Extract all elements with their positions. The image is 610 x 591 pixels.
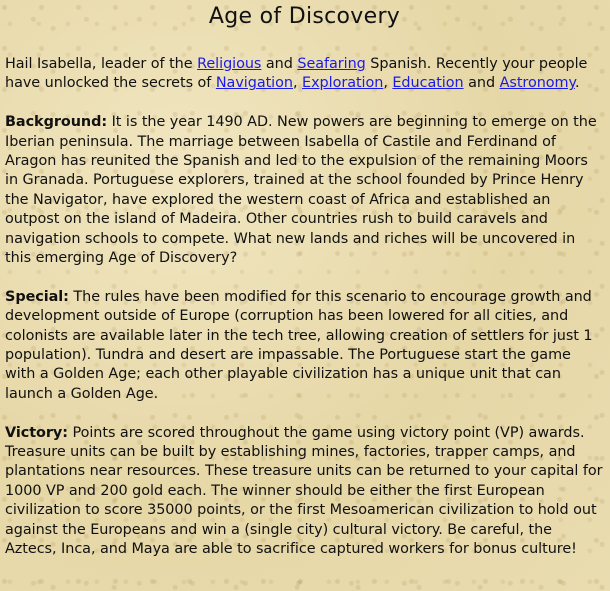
intro-text: and bbox=[261, 56, 298, 72]
intro-text: Spanish. Recently your people have unlocked the secrets of bbox=[5, 56, 588, 92]
page-title: Age of Discovery bbox=[208, 4, 401, 29]
link-seafaring[interactable]: Seafaring bbox=[297, 56, 366, 72]
intro-text: . bbox=[574, 75, 580, 92]
link-exploration[interactable]: Exploration bbox=[302, 75, 384, 92]
victory-text: Points are scored throughout the game using victory point (VP) awards. Treasure units can be built by establishing mines, factories, trapper camps, and plantations near resources. These treasure units can be returned to your capital for 1000 VP and 200 gold each. The winner should be either the first European civilization to score 35000 points, or the first Mesoamerican civilization to hold out against the Europeans and win a (single city) cultural victory. Be careful, the Aztecs, Inca, and Maya are able to sacrifice captured workers for bonus culture! bbox=[5, 424, 603, 558]
link-education[interactable]: Education bbox=[392, 75, 464, 92]
special-paragraph bbox=[5, 288, 604, 404]
special-text: The rules have been modified for this scenario to encourage growth and development outside of Europe (corruption has been lowered for all cities, and colonists are available later in the tech tree, allowing creation of settlers for just 1 population). Tundra and desert are impassable. The Portuguese start the game with a Golden Age; each other playable civilization has a unique unit that can launch a Golden Age. bbox=[5, 288, 593, 402]
victory-paragraph bbox=[5, 424, 604, 560]
intro-paragraph bbox=[5, 55, 604, 94]
special-label: Special: bbox=[5, 288, 69, 305]
background-text: It is the year 1490 AD. New powers are beginning to emerge on the Iberian peninsula. The marriage between Isabella of Castile and Ferdinand of Aragon has reunited the Spanish and led to the expulsion of the remaining Moors in Granada. Portuguese explorers, trained at the school founded by Prince Henry the Navigator, have explored the western coast of Africa and established an outpost on the island of Madeira. Other countries rush to build caravels and navigation schools to compete. What new lands and riches will be uncovered in this emerging Age of Discovery? bbox=[5, 114, 597, 267]
intro-text: Hail Isabella, leader of the bbox=[5, 56, 198, 72]
intro-text: , bbox=[383, 75, 393, 92]
victory-label: Victory: bbox=[5, 424, 68, 441]
link-astronomy[interactable]: Astronomy bbox=[499, 75, 575, 92]
background-paragraph bbox=[5, 113, 604, 268]
link-religious[interactable]: Religious bbox=[197, 56, 262, 72]
intro-text: and bbox=[463, 75, 500, 92]
intro-text: , bbox=[292, 75, 303, 92]
link-navigation[interactable]: Navigation bbox=[215, 75, 293, 92]
background-label: Background: bbox=[5, 114, 108, 131]
